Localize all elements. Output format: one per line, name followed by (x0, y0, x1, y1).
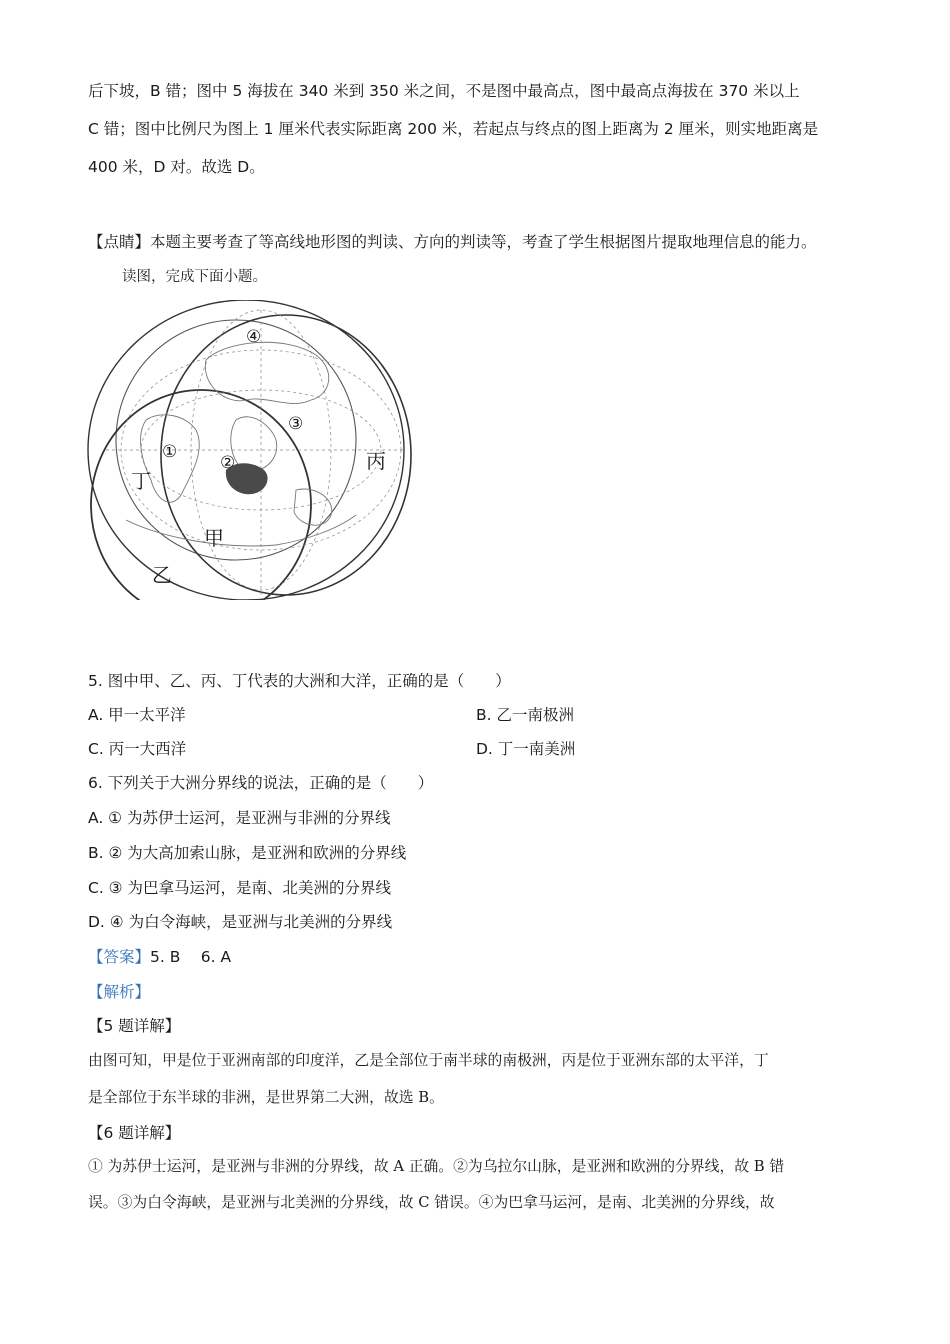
answer-line (88, 946, 231, 968)
answer-tag: 【答案】 (88, 948, 151, 966)
text-line-3: 400 米，D 对。故选 D。 (88, 158, 265, 176)
label-bing: 丙 (366, 449, 386, 473)
label-4: ④ (246, 327, 262, 347)
q6-option-a: A. ① 为苏伊士运河，是亚洲与非洲的分界线 (88, 809, 391, 827)
label-2: ② (220, 453, 236, 473)
label-3: ③ (288, 414, 304, 434)
analysis-tag: 【解析】 (88, 983, 151, 1001)
continent-outlines (126, 342, 356, 546)
label-ding: 丁 (131, 469, 151, 493)
circle-yi (91, 390, 311, 600)
d5-paragraph-1: 由图可知，甲是位于亚洲南部的印度洋，乙是全部位于南半球的南极洲，丙是位于亚洲东部的太平洋，丁 (88, 1052, 769, 1069)
q5-stem: 5. 图中甲、乙、丙、丁代表的大洲和大洋，正确的是（ ） (88, 672, 511, 690)
q5-option-b: B. 乙一南极洲 (476, 706, 574, 724)
label-1: ① (162, 442, 178, 462)
q5-option-c: C. 丙一大西洋 (88, 740, 187, 758)
dianjing-note: 【点睛】本题主要考查了等高线地形图的判读、方向的判读等，考查了学生根据图片提取地理信息的能力。 (88, 233, 817, 251)
d6-title: 【6 题详解】 (88, 1124, 181, 1142)
q6-option-b: B. ② 为大高加索山脉，是亚洲和欧洲的分界线 (88, 844, 407, 862)
q6-stem: 6. 下列关于大洲分界线的说法，正确的是（ ） (88, 774, 434, 792)
text-line-2: C 错；图中比例尺为图上 1 厘米代表实际距离 200 米，若起点与终点的图上距离为 2 厘米，则实地距离是 (88, 120, 819, 138)
globe-map-figure (86, 300, 416, 600)
label-yi: 乙 (152, 563, 172, 587)
answer-text: 5. B 6. A (150, 948, 232, 966)
text-line-1: 后下坡，B 错；图中 5 海拔在 340 米到 350 米之间，不是图中最高点，图中最高点海拔在 370 米以上 (88, 82, 800, 100)
d5-title: 【5 题详解】 (88, 1017, 181, 1035)
d5-paragraph-2: 是全部位于东半球的非洲，是世界第二大洲，故选 B。 (88, 1089, 444, 1106)
q6-option-c: C. ③ 为巴拿马运河，是南、北美洲的分界线 (88, 879, 392, 897)
d6-paragraph-1: ① 为苏伊士运河，是亚洲与非洲的分界线，故 A 正确。②为乌拉尔山脉，是亚洲和欧洲的分界线，故 B 错 (88, 1158, 785, 1175)
inner-circle-jia (116, 320, 356, 560)
d6-paragraph-2: 误。③为白令海峡，是亚洲与北美洲的分界线，故 C 错误。④为巴拿马运河，是南、北美洲的分界线，故 (88, 1194, 775, 1211)
q5-option-a: A. 甲一太平洋 (88, 706, 186, 724)
label-jia: 甲 (204, 526, 224, 550)
q5-option-d: D. 丁一南美洲 (476, 740, 576, 758)
q6-option-d: D. ④ 为白令海峡，是亚洲与北美洲的分界线 (88, 913, 393, 931)
instruction-text: 读图，完成下面小题。 (122, 269, 267, 285)
